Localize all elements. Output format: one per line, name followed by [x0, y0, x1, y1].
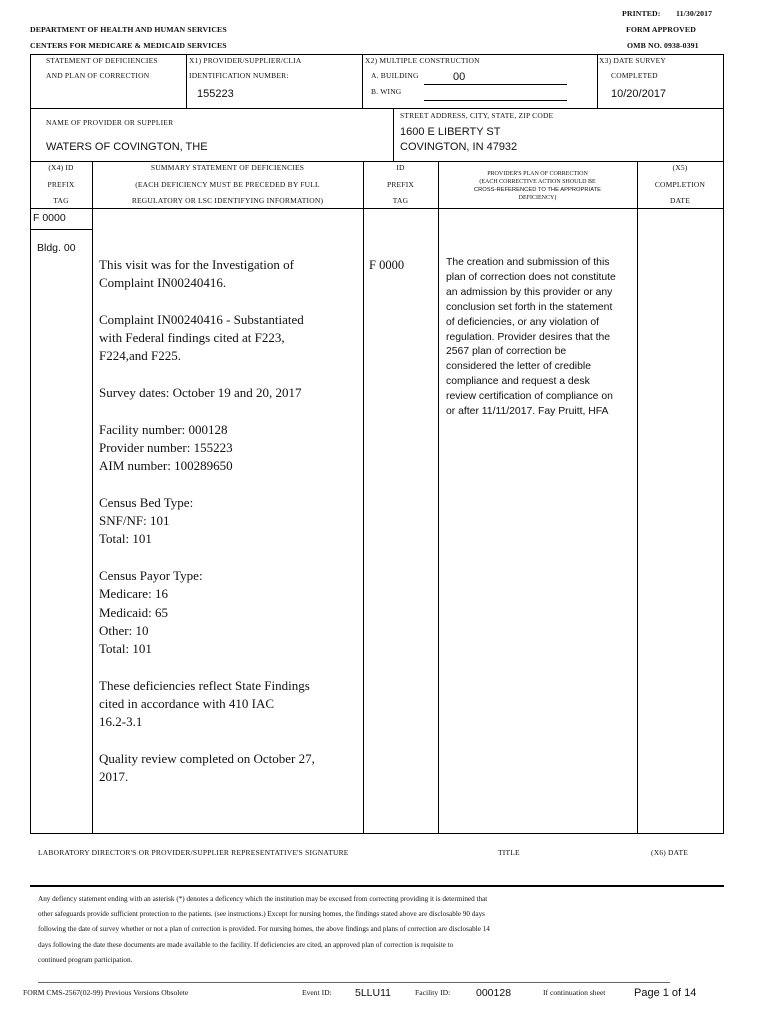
col-x4-3: TAG [53, 196, 69, 205]
summary-paragraph: Census Bed Type: SNF/NF: 101 Total: 101 [99, 494, 194, 547]
summary-paragraph: These deficiencies reflect State Findings cited in accordance with 410 IAC 16.2-3.1 [99, 677, 310, 730]
wing-underline [424, 100, 567, 101]
facility-id-value: 000128 [476, 987, 512, 999]
summary-paragraph: Survey dates: October 19 and 20, 2017 [99, 385, 302, 401]
signature-top-rule [30, 833, 724, 834]
col-id-3: TAG [392, 196, 409, 205]
event-id-label: Event ID: [302, 988, 332, 997]
survey-date: 10/20/2017 [611, 88, 667, 100]
address-line-2: COVINGTON, IN 47932 [400, 141, 518, 153]
summary-paragraph: This visit was for the Investigation of Complaint IN00240416. [99, 257, 294, 291]
omb-number: OMB NO. 0938-0391 [627, 41, 699, 50]
col-id-2: PREFIX [386, 180, 415, 189]
col-x4-2: PREFIX [47, 180, 75, 189]
disclosure-footnote: Any defiency statement ending with an asterisk (*) denotes a deficency which the institution may be excused from correcting providing it is determined that other safeguards provide sufficient protection to the patients. (see instructions.) Except for nursing homes, the findings stated above are disclosable 90 days following the date of survey whether or not a plan of correction is provided. For nursing homes, the above findings and plans of correction are disclosable 14 days following the date these documents are made available to the facility. If deficiencies are cited, an approved plan of correction is requisite to continued program participation. [38, 895, 490, 964]
col-x5-1: (X5) [672, 163, 688, 172]
col-id-1: ID [396, 163, 405, 172]
centers-name: CENTERS FOR MEDICARE & MEDICAID SERVICES [30, 41, 227, 50]
col-x5-2: COMPLETION [654, 180, 706, 189]
summary-paragraph: Complaint IN00240416 - Substantiated with Federal findings cited at F223, F224,and F225. [99, 311, 304, 364]
provider-id-number: 155223 [197, 88, 234, 100]
page-number: Page 1 of 14 [634, 987, 697, 999]
building-underline [424, 84, 567, 85]
col-summary-1: SUMMARY STATEMENT OF DEFICIENCIES [150, 163, 305, 172]
building-label: A. BUILDING [371, 71, 419, 80]
x2-label: X2) MULTIPLE CONSTRUCTION [365, 56, 480, 65]
printed-label: PRINTED: [622, 9, 661, 18]
col-plan-1: PROVIDER'S PLAN OF CORRECTION [487, 171, 588, 177]
provider-name-label: NAME OF PROVIDER OR SUPPLIER [46, 118, 174, 127]
wing-label: B. WING [371, 87, 402, 96]
facility-id-label: Facility ID: [415, 988, 451, 997]
continuation-label: If continuation sheet [543, 988, 606, 997]
col-x5-3: DATE [670, 196, 690, 205]
x6-date-label: (X6) DATE [651, 848, 689, 857]
col-plan-4: DEFICIENCY) [518, 195, 557, 201]
printed-date: 11/30/2017 [676, 9, 713, 18]
statement-label-2: AND PLAN OF CORRECTION [46, 71, 150, 80]
address-label: STREET ADDRESS, CITY, STATE, ZIP CODE [400, 111, 554, 120]
department-name: DEPARTMENT OF HEALTH AND HUMAN SERVICES [30, 25, 227, 34]
title-label: TITLE [498, 848, 520, 857]
deficiency-summary [99, 256, 349, 805]
left-prefix-tag: F 0000 [33, 212, 66, 224]
address-line-1: 1600 E LIBERTY ST [400, 126, 501, 138]
statement-label-1: STATEMENT OF DEFICIENCIES [46, 56, 158, 65]
summary-paragraph: Census Payor Type: Medicare: 16 Medicaid: 65 Other: 10 Total: 101 [99, 568, 203, 657]
summary-paragraph: Quality review completed on October 27, 2017. [99, 751, 315, 785]
col-summary-3: REGULATORY OR LSC IDENTIFYING INFORMATION) [131, 196, 324, 205]
event-id-value: 5LLU11 [355, 987, 392, 999]
col-plan-2: (EACH CORRECTIVE ACTION SHOULD BE [479, 179, 596, 185]
col-x4-1: (X4) ID [48, 163, 74, 172]
x3-label-1: X3) DATE SURVEY [599, 56, 666, 65]
signature-bottom-rule [30, 885, 724, 887]
col-plan-3: CROSS-REFERENCED TO THE APPROPRIATE [473, 187, 602, 193]
x1-label-1: X1) PROVIDER/SUPPLIER/CLIA [189, 56, 302, 65]
footnote-rule [38, 982, 670, 983]
building-value: 00 [453, 71, 466, 83]
form-approved: FORM APPROVED [626, 25, 696, 34]
summary-paragraph: Facility number: 000128 Provider number: 155223 AIM number: 100289650 [99, 421, 233, 474]
right-prefix-tag: F 0000 [369, 258, 405, 272]
director-signature-label: LABORATORY DIRECTOR'S OR PROVIDER/SUPPLIER REPRESENTATIVE'S SIGNATURE [38, 848, 349, 857]
form-number: FORM CMS-2567(02-99) Previous Versions Obsolete [23, 988, 189, 997]
x1-label-2: IDENTIFICATION NUMBER: [189, 71, 289, 80]
plan-of-correction: The creation and submission of this plan of correction does not constitute an admission by this provider or any conclusion set forth in the statement of deficiencies, or any violation of regulation. Provider desires that the 2567 plan of correction be considered the letter of credible compliance and request a desk review certification of compliance on or after 11/11/2017. Fay Pruitt, HFA [446, 257, 616, 418]
x3-label-2: COMPLETED [611, 71, 658, 80]
provider-name: WATERS OF COVINGTON, THE [46, 141, 208, 153]
col-summary-2: (EACH DEFICIENCY MUST BE PRECEDED BY FULL [135, 180, 320, 189]
building-id: Bldg. 00 [37, 242, 76, 254]
